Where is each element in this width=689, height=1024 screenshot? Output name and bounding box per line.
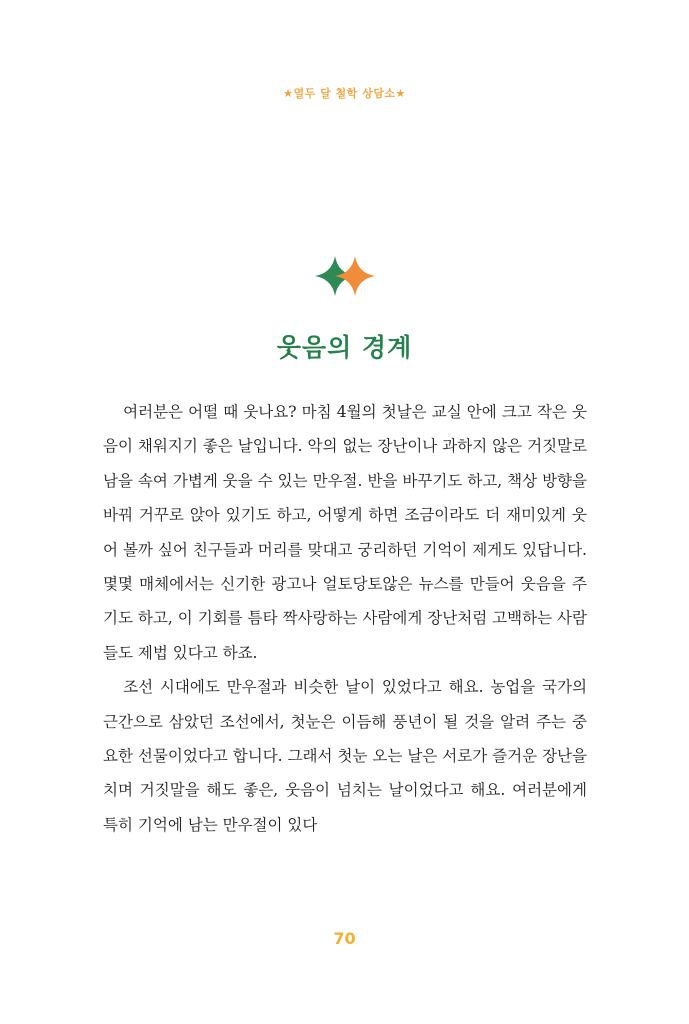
paragraph: 여러분은 어떨 때 웃나요? 마침 4월의 첫날은 교실 안에 크고 작은 웃음이 채워지기 좋은 날입니다. 악의 없는 장난이나 과하지 않은 거짓말로 남을 속여 가볍게 웃을 수 있는 만우절. 반을 바꾸기도 하고, 책상 방향을 바꿔 거꾸로 앉아 있기도 하고, 어떻게 하면 조금이라도 더 재미있게 웃어 볼까 싶어 친구들과 머리를 맞대고 궁리하던 기억이 제게도 있답니다. 몇몇 매체에서는 신기한 광고나 얼토당토않은 뉴스를 만들어 웃음을 주기도 하고, 이 기회를 틈타 짝사랑하는 사람에게 장난처럼 고백하는 사람들도 제법 있다고 하죠. [103, 403, 587, 662]
body-text [103, 395, 587, 842]
ornament [0, 254, 689, 298]
orange-star [335, 256, 375, 296]
running-header: ★열두 달 철학 상담소★ [283, 87, 406, 100]
section-title: 웃음의 경계 [276, 333, 413, 362]
four-point-stars-icon [313, 254, 377, 298]
page-number: 70 [333, 929, 356, 948]
paragraph: 조선 시대에도 만우절과 비슷한 날이 있었다고 해요. 농업을 국가의 근간으로 삼았던 조선에서, 첫눈은 이듬해 풍년이 될 것을 알려 주는 중요한 선물이었다고 합니다. 그래서 첫눈 오는 날은 서로가 즐거운 장난을 치며 거짓말을 해도 좋은, 웃음이 넘치는 날이었다고 해요. 여러분에게 특히 기억에 남는 만우절이 있다 [103, 678, 587, 834]
